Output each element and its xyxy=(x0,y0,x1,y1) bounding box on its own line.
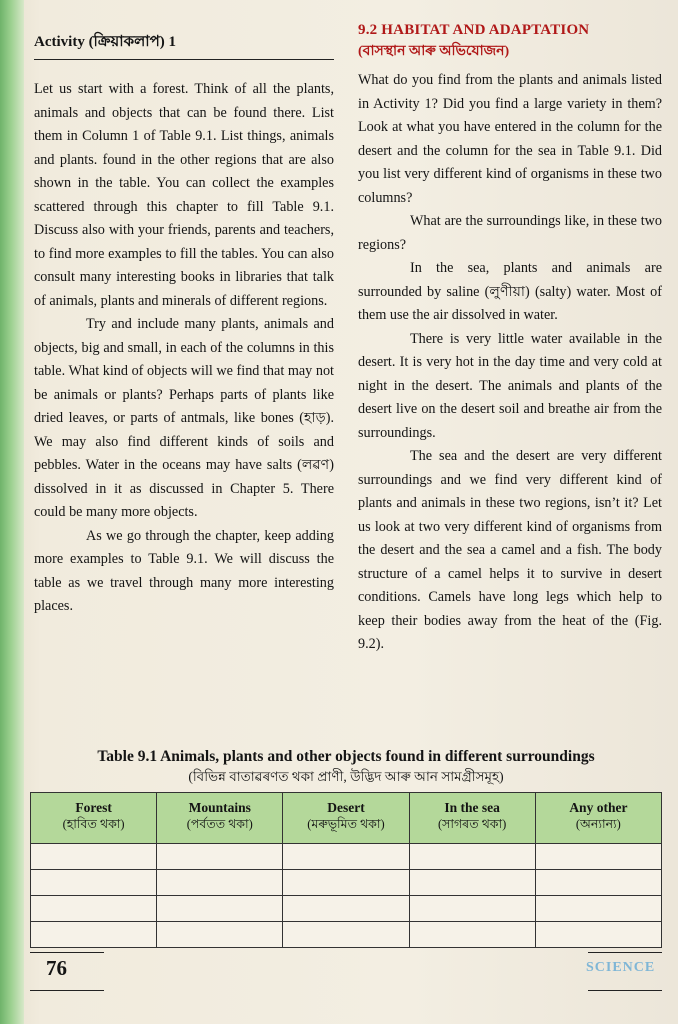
table-cell xyxy=(409,844,535,870)
table-cell xyxy=(409,896,535,922)
table-cell xyxy=(535,870,661,896)
header-label: Any other xyxy=(569,800,628,815)
table-cell xyxy=(157,844,283,870)
table-cell xyxy=(535,896,661,922)
section-title: 9.2 HABITAT AND ADAPTATION xyxy=(358,22,590,38)
footer-rule-right-top xyxy=(588,952,662,953)
table-section xyxy=(30,748,662,948)
activity-heading: Activity (ক্ৰিয়াকলাপ) 1 xyxy=(34,30,334,60)
section-subtitle: (বাসস্থান আৰু অভিযোজন) xyxy=(358,44,510,59)
left-paragraph-2: Try and include many plants, animals and objects, big and small, in each of the columns in this table. What kind of objects will we find that may not be animals or plants? Perhaps parts of plants like dried leaves, or parts of antmals, like bones (হাড়). We may also find different kinds of soils and pebbles. Water in the oceans may have salts (লৱণ) dissolved in it as discussed in Chapter 5. There could be many more objects. xyxy=(34,316,334,520)
table-cell xyxy=(535,844,661,870)
left-column xyxy=(34,30,334,619)
table-cell xyxy=(409,922,535,948)
table-cell xyxy=(157,870,283,896)
header-sub: (সাগৰত থকা) xyxy=(437,817,507,831)
table-header-row xyxy=(31,793,662,844)
table-cell xyxy=(283,896,409,922)
footer-rule-right-bottom xyxy=(588,990,662,991)
left-paragraph-3: As we go through the chapter, keep adding more examples to Table 9.1. We will discuss the table as we travel through many more interesting places. xyxy=(34,527,334,614)
header-in-the-sea xyxy=(409,793,535,844)
header-sub: (অন্যান্য) xyxy=(575,817,621,831)
table-cell xyxy=(31,870,157,896)
header-sub: (পৰ্বতত থকা) xyxy=(186,817,253,831)
table-subtitle: (বিভিন্ন বাতাৱৰণত থকা প্ৰাণী, উদ্ভিদ আৰু আন সামগ্ৰীসমূহ) xyxy=(188,769,504,784)
right-paragraph-5: The sea and the desert are very different surroundings and we find very different kind of plants and animals in these two regions, isn’t it? Let us look at two very different kind of organisms from the desert and the sea a camel and a fish. The body structure of a camel helps it to survive in desert conditions. Camels have long legs which help to keep their bodies away from the heat of the (Fig. 9.2). xyxy=(358,448,662,652)
header-label: Forest xyxy=(75,800,112,815)
table-cell xyxy=(283,870,409,896)
table-title: Table 9.1 Animals, plants and other objects found in different surroundings xyxy=(97,748,595,765)
table-cell xyxy=(31,922,157,948)
table-cell xyxy=(283,844,409,870)
surroundings-table xyxy=(30,792,662,948)
header-label: Mountains xyxy=(188,800,251,815)
header-label: Desert xyxy=(327,800,365,815)
header-sub: (হাবিত থকা) xyxy=(62,817,125,831)
footer-rule-left-top xyxy=(30,952,104,953)
table-cell xyxy=(157,896,283,922)
header-mountains xyxy=(157,793,283,844)
table-cell xyxy=(283,922,409,948)
header-desert xyxy=(283,793,409,844)
right-paragraph-4: There is very little water available in the desert. It is very hot in the day time and very cold at night in the desert. The animals and plants of the desert live on the desert soil and breathe air from the surroundings. xyxy=(358,330,662,441)
header-any-other xyxy=(535,793,661,844)
table-row xyxy=(31,922,662,948)
right-paragraph-3: In the sea, plants and animals are surrounded by saline (লুণীয়া) (salty) water. Most of them use the air dissolved in water. xyxy=(358,260,662,323)
header-forest xyxy=(31,793,157,844)
table-row xyxy=(31,870,662,896)
page-number: 76 xyxy=(46,956,67,980)
table-row xyxy=(31,844,662,870)
footer-rule-left-bottom xyxy=(30,990,104,991)
table-cell xyxy=(157,922,283,948)
subject-label: SCIENCE xyxy=(586,960,656,975)
page-edge-decoration xyxy=(0,0,24,1024)
table-row xyxy=(31,896,662,922)
table-cell xyxy=(535,922,661,948)
right-paragraph-1: What do you find from the plants and animals listed in Activity 1? Did you find a large variety in them? Look at what you have entered in the column for the desert and the column for the sea in Table 9.1. Did you list very different kind of organisms in these two columns? xyxy=(358,72,662,206)
table-cell xyxy=(31,844,157,870)
right-paragraph-2: What are the surroundings like, in these two regions? xyxy=(358,213,662,253)
header-label: In the sea xyxy=(444,800,500,815)
left-paragraph-1: Let us start with a forest. Think of all the plants, animals and objects that can be found there. List them in Column 1 of Table 9.1. List things, animals and plants. found in the other regions that are also shown in the table. You can collect the examples scattered through this chapter to fill Table 9.1. Discuss also with your friends, parents and teachers, to find more examples to fill the tables. You can also consult many interesting books in libraries that talk of animals, plants and minerals of different regions. xyxy=(34,81,334,309)
table-cell xyxy=(31,896,157,922)
table-cell xyxy=(409,870,535,896)
header-sub: (মৰুভূমিত থকা) xyxy=(307,817,385,831)
right-column xyxy=(358,22,662,657)
